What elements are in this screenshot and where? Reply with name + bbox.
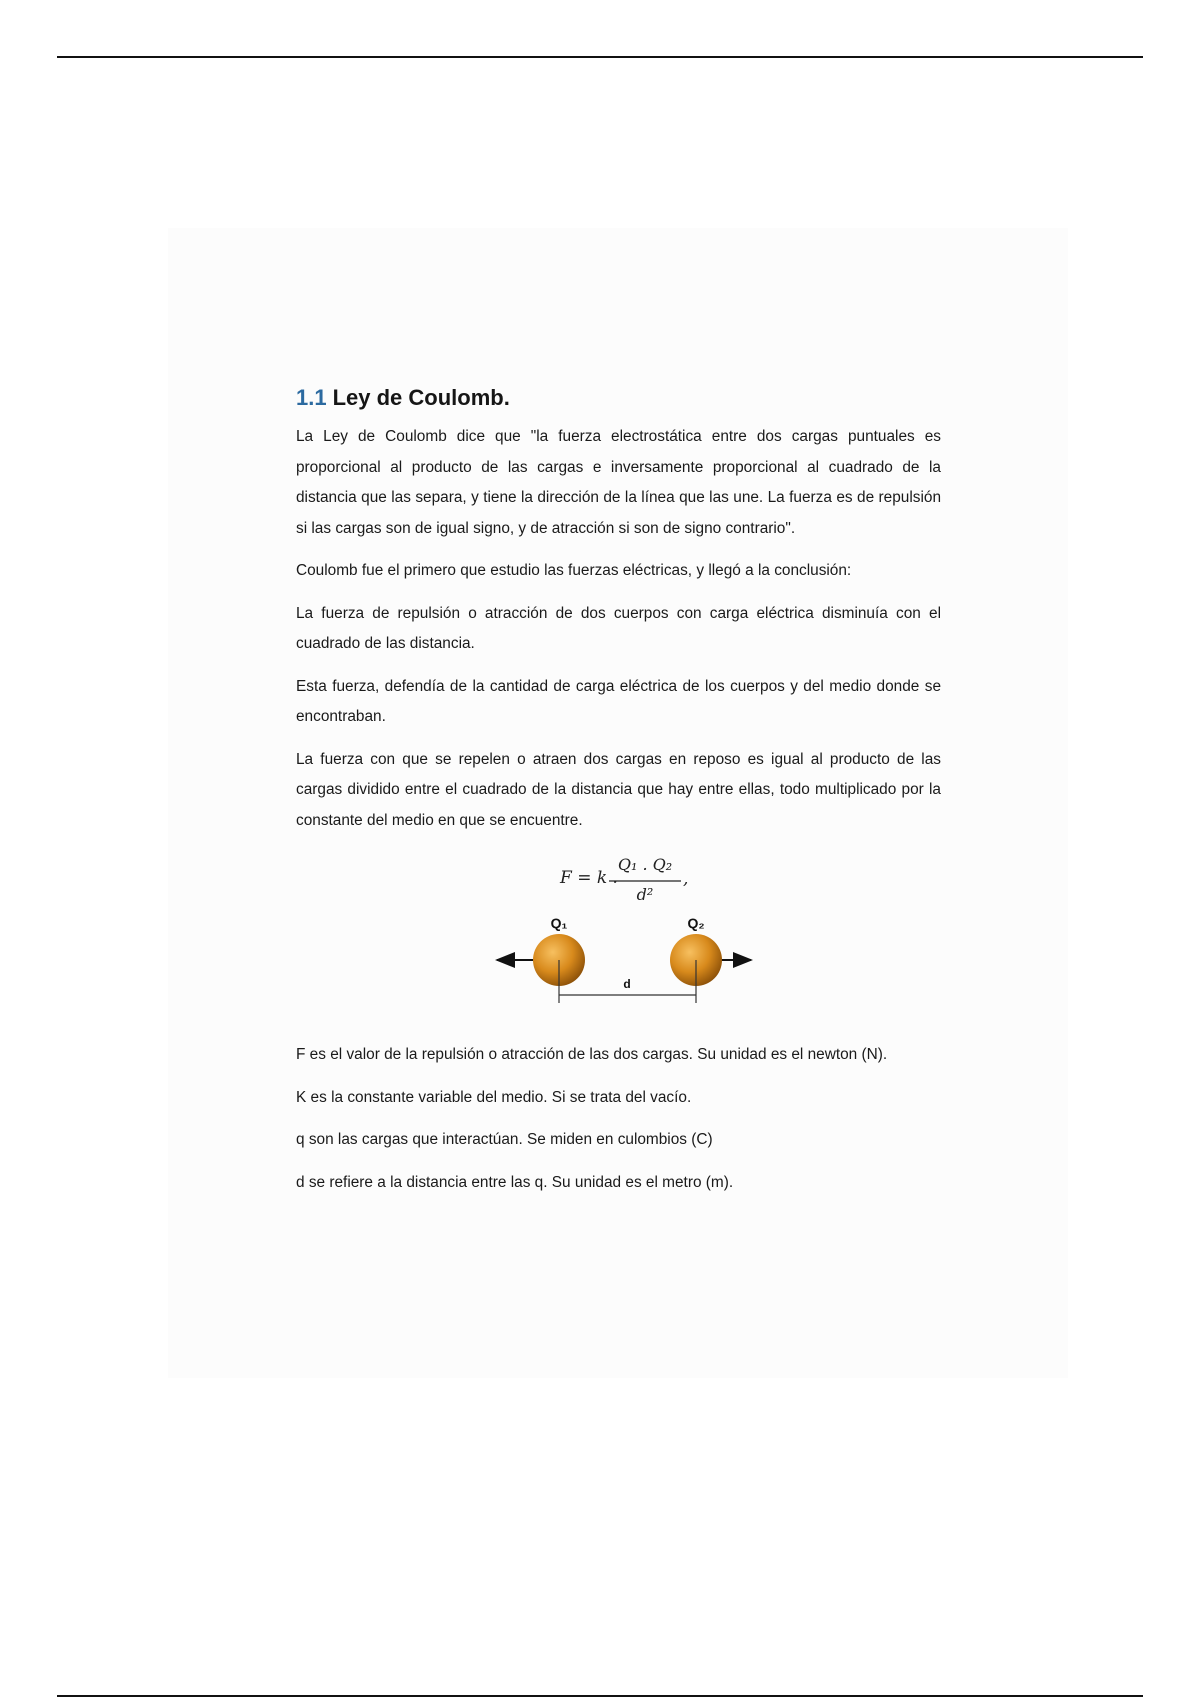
- definition-d: d se refiere a la distancia entre las q. Su unidad es el metro (m).: [296, 1173, 734, 1191]
- charge-1-label: Q₁: [550, 915, 568, 931]
- section-number: 1.1: [296, 385, 327, 410]
- charge-2-label: Q₂: [687, 915, 705, 931]
- definition-f: F es el valor de la repulsión o atracción de las dos cargas. Su unidad es el newton (N).: [296, 1046, 888, 1063]
- header-rule: [57, 56, 1143, 58]
- formula-denominator: d²: [636, 885, 654, 904]
- section-title: Ley de Coulomb.: [332, 385, 510, 410]
- formula-trailing: ,: [683, 869, 689, 889]
- footer-rule: [57, 1695, 1143, 1697]
- coulomb-diagram: [449, 848, 789, 1018]
- coulomb-formula: [559, 855, 688, 904]
- page-content: [296, 382, 941, 1210]
- section-heading: [296, 382, 941, 414]
- distance-label: d: [623, 977, 631, 991]
- definition-k: K es la constante variable del medio. Si se trata del vacío.: [296, 1088, 692, 1106]
- definition-q: q son las cargas que interactúan. Se miden en culombios (C): [296, 1131, 713, 1148]
- paragraph-conclusion-1: La fuerza de repulsión o atracción de dos cuerpos con carga eléctrica disminuía con el cuadrado de las distancia.: [296, 604, 941, 652]
- paragraph-definition: La Ley de Coulomb dice que "la fuerza electrostática entre dos cargas puntuales es proporcional al producto de las cargas e inversamente proporcional al cuadrado de la distancia que las separa, y tiene la dirección de la línea que las une. La fuerza es de repulsión si las cargas son de igual signo, y de atracción si son de signo contrario".: [296, 428, 941, 537]
- coulomb-figure: [449, 848, 789, 1018]
- formula-lhs: F = k .: [560, 868, 618, 888]
- paragraph-intro: Coulomb fue el primero que estudio las fuerzas eléctricas, y llegó a la conclusión:: [296, 562, 852, 579]
- paragraph-conclusion-2: Esta fuerza, defendía de la cantidad de carga eléctrica de los cuerpos y del medio donde se encontraban.: [296, 677, 941, 725]
- paragraph-conclusion-3: La fuerza con que se repelen o atraen dos cargas en reposo es igual al producto de las cargas dividido entre el cuadrado de la distancia que hay entre ellas, todo multiplicado por la constante del medio en que se encuentre.: [296, 750, 941, 829]
- formula-numerator: Q₁ . Q₂: [617, 855, 673, 874]
